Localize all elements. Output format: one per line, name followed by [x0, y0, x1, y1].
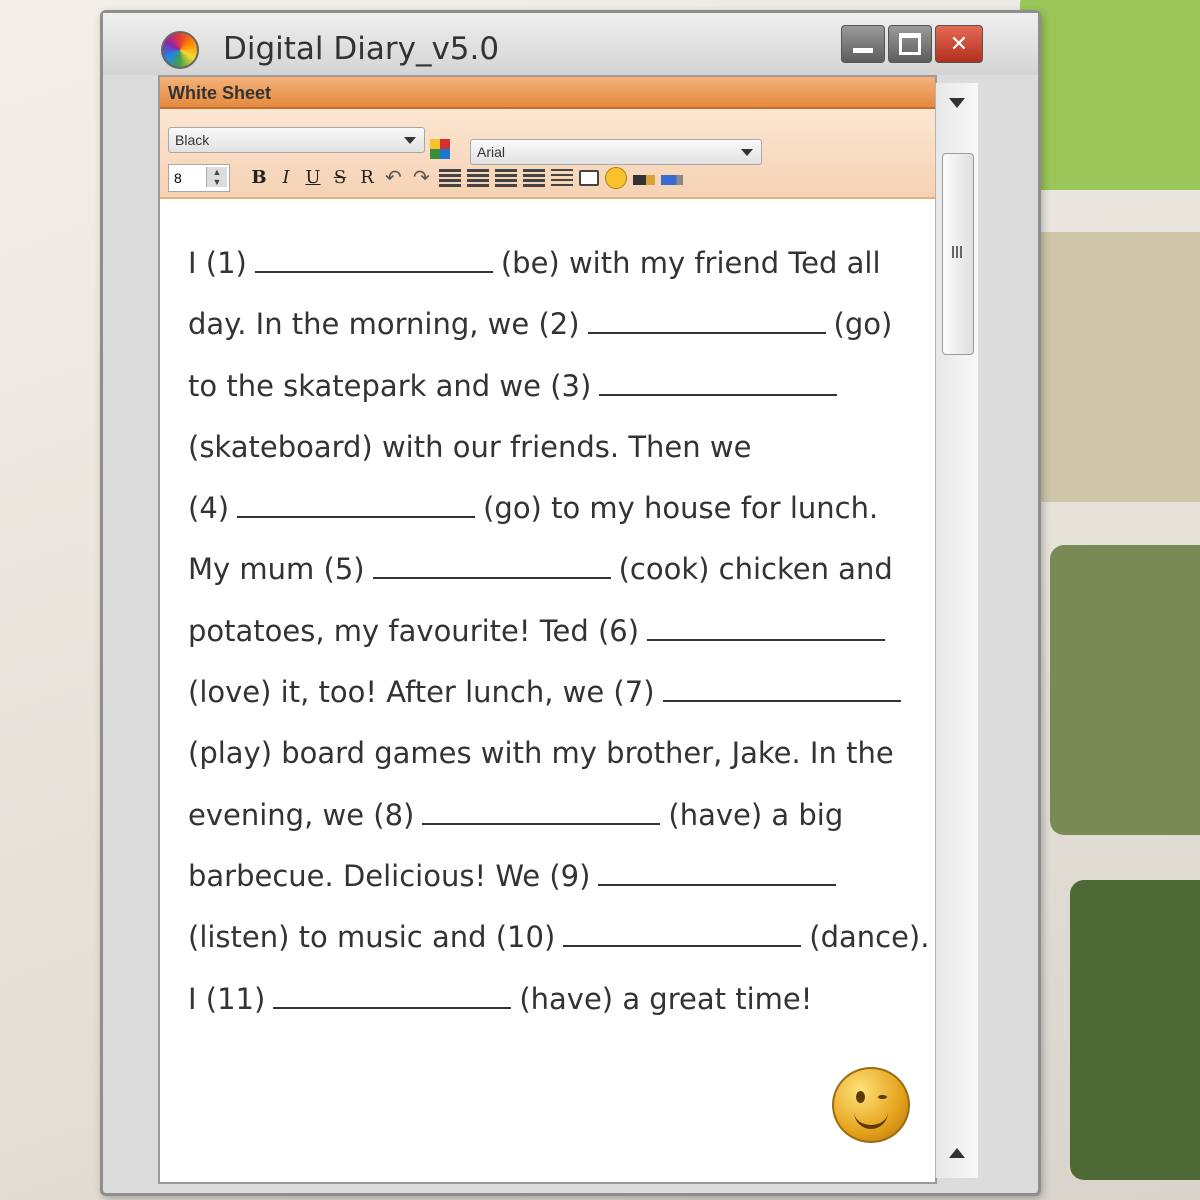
vertical-scrollbar[interactable]: [935, 83, 978, 1178]
text-segment: (play) board games with my brother, Jake. In the: [188, 736, 894, 771]
editor-panel: [158, 75, 937, 1184]
text-segment: (go) to my house for lunch.: [483, 491, 879, 526]
r-button[interactable]: R: [360, 167, 374, 188]
smiley-eye: [856, 1091, 865, 1103]
text-line: [188, 304, 915, 365]
answer-blank[interactable]: [422, 795, 660, 825]
text-segment: day. In the morning, we (2): [188, 307, 580, 342]
side-illustration-girl: [1020, 0, 1200, 190]
scroll-down-button[interactable]: [942, 1138, 972, 1168]
grip-icon: [952, 246, 964, 258]
text-segment: (have) a great time!: [519, 981, 813, 1016]
document-text-area[interactable]: [160, 199, 935, 1182]
italic-button[interactable]: I: [282, 167, 290, 188]
text-segment: (cook) chicken and: [618, 552, 893, 587]
text-segment: I (1): [188, 246, 247, 280]
maximize-button[interactable]: [888, 25, 932, 63]
format-buttons: [248, 167, 689, 189]
font-size-stepper[interactable]: [168, 164, 230, 192]
app-window: [100, 10, 1041, 1196]
text-color-value: Black: [175, 132, 210, 148]
emoji-icon[interactable]: [605, 167, 627, 189]
smiley-mouth: [854, 1111, 888, 1129]
palette-icon[interactable]: [430, 139, 450, 159]
bold-button[interactable]: B: [251, 167, 267, 188]
side-illustration-game: [1050, 545, 1200, 835]
font-size-value: 8: [174, 170, 182, 186]
align-center-icon[interactable]: [467, 169, 489, 187]
maximize-icon: [899, 33, 921, 55]
underline-button[interactable]: U: [305, 167, 321, 188]
text-segment: (have) a big: [668, 797, 844, 832]
redo-icon[interactable]: [411, 169, 433, 187]
minimize-icon: [853, 48, 873, 53]
font-family-select[interactable]: [470, 139, 762, 165]
text-segment: barbecue. Delicious! We (9): [188, 858, 591, 893]
answer-blank[interactable]: [373, 549, 611, 579]
text-line: [188, 733, 915, 794]
triangle-up-icon: [949, 1148, 965, 1158]
align-right-icon[interactable]: [495, 169, 517, 187]
answer-blank[interactable]: [563, 917, 801, 947]
answer-blank[interactable]: [588, 304, 826, 334]
window-controls: [838, 25, 983, 63]
minimize-button[interactable]: [841, 25, 885, 63]
text-segment: evening, we (8): [188, 797, 415, 832]
answer-blank[interactable]: [663, 672, 901, 702]
text-segment: I (11): [188, 981, 266, 1016]
window-title: Digital Diary_v5.0: [223, 31, 500, 67]
answer-blank[interactable]: [273, 979, 511, 1009]
text-segment: (listen) to music and (10): [188, 920, 556, 955]
text-line: [188, 549, 915, 610]
strikethrough-button[interactable]: S: [333, 167, 347, 188]
undo-icon[interactable]: [383, 169, 405, 187]
text-color-select[interactable]: [168, 127, 425, 153]
align-left-icon[interactable]: [439, 169, 461, 187]
smiley-wink-eye: [878, 1095, 887, 1099]
text-line: [188, 672, 915, 733]
text-segment: to the skatepark and we (3): [188, 368, 592, 403]
text-segment: (skateboard) with our friends. Then we: [188, 429, 752, 464]
text-line: [188, 611, 915, 672]
text-line: [188, 427, 915, 488]
answer-blank[interactable]: [237, 488, 475, 518]
format-toolbar: [160, 109, 935, 199]
close-button[interactable]: ✕: [935, 25, 983, 63]
answer-blank[interactable]: [599, 366, 837, 396]
sheet-header: [160, 77, 935, 109]
spinner-arrows-icon[interactable]: ▲ ▼: [206, 167, 227, 187]
envelope-icon[interactable]: [579, 170, 599, 186]
text-segment: (4): [188, 491, 230, 526]
answer-blank[interactable]: [598, 856, 836, 886]
text-segment: (dance).: [809, 920, 930, 955]
bullet-list-icon[interactable]: [551, 169, 573, 187]
text-line: [188, 979, 915, 1040]
smiley-face-icon: [832, 1067, 910, 1143]
text-segment: potatoes, my favourite! Ted (6): [188, 613, 640, 648]
answer-blank[interactable]: [647, 611, 885, 641]
answer-blank[interactable]: [255, 243, 493, 273]
scroll-up-button[interactable]: [942, 88, 972, 118]
text-line: [188, 856, 915, 917]
text-segment: (love) it, too! After lunch, we (7): [188, 675, 655, 710]
scroll-thumb[interactable]: [942, 153, 974, 355]
text-line: [188, 917, 930, 978]
text-line: [188, 795, 915, 856]
title-bar[interactable]: [103, 13, 1038, 75]
align-justify-icon[interactable]: [523, 169, 545, 187]
text-segment: (go): [833, 307, 893, 342]
font-family-value: Arial: [477, 144, 506, 160]
side-illustration-tree: [1070, 880, 1200, 1180]
side-illustration-man: [1030, 232, 1200, 502]
chevron-down-icon: [741, 149, 753, 156]
color-wheel-icon: [161, 31, 199, 69]
marker-icon[interactable]: [633, 175, 655, 185]
triangle-down-icon: [949, 98, 965, 108]
text-segment: (be) with my friend Ted all: [500, 246, 881, 280]
text-line: [188, 488, 915, 549]
highlighter-icon[interactable]: [661, 175, 683, 185]
sheet-title: White Sheet: [168, 83, 272, 103]
text-line: [188, 366, 915, 427]
text-segment: My mum (5): [188, 552, 365, 587]
chevron-down-icon: [404, 137, 416, 144]
text-line: [188, 243, 915, 304]
